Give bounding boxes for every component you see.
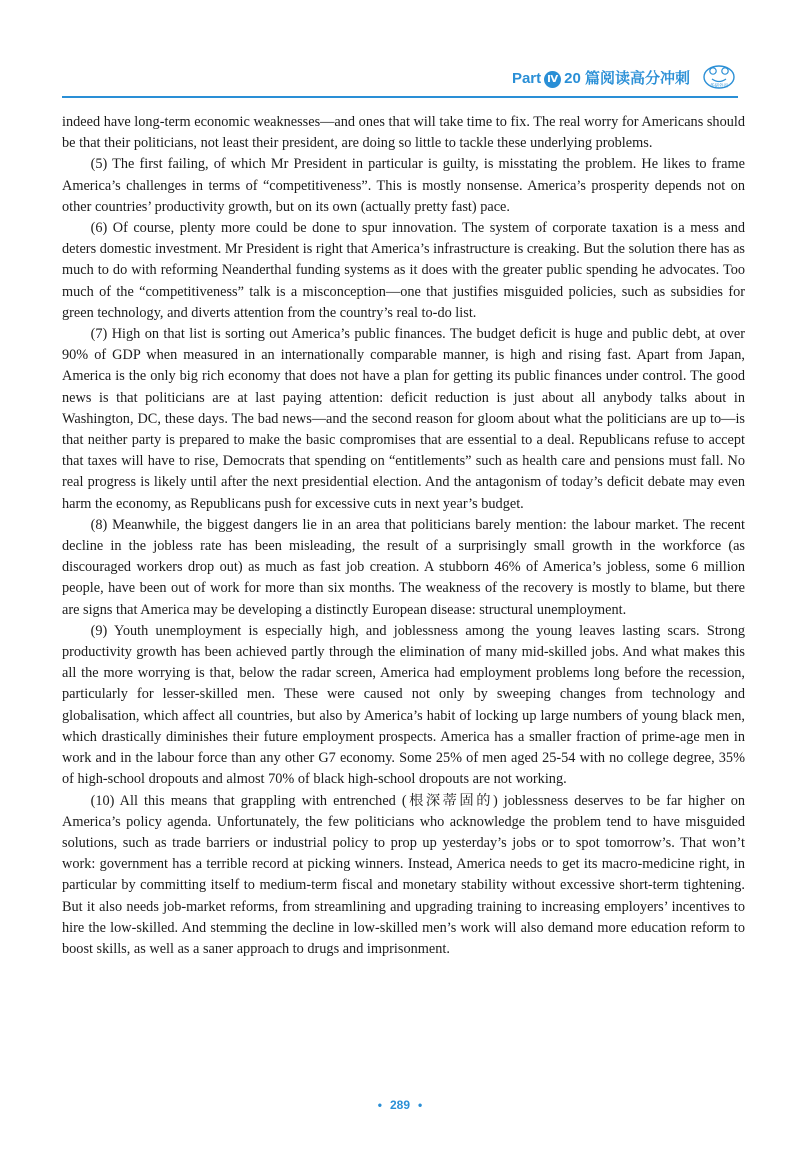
paragraph-6: (6) Of course, plenty more could be done to spur innovation. The system of corporate taxation is a mess and deters domestic investment. Mr President is right that America’s infrastructure is creaking. But the solution there has as much to do with reforming Neanderthal funding systems as it does with the greater public spending he advocates. Too much of the “competitiveness” talk is a misconception—one that justifies misguided policies, such as subsidies for green technology, and diverts attention from the country’s real to-do list. [62, 220, 745, 321]
page-number-value: 289 [389, 1098, 411, 1112]
part-numeral-badge: Ⅳ [544, 71, 561, 88]
paragraph-9: (9) Youth unemployment is especially high, and joblessness among the young leaves lasting scars. Strong productivity growth has been achieved partly through the elimination of many mid-skilled jobs. And what makes this all the more worrying is that, below the radar screen, America had employment problems long before the recession, particularly for lesser-skilled men. These were caused not only by sweeping changes from technology and globalisation, which affect all countries, but also by America’s habit of locking up large numbers of young black men, which drastically diminishes their future employment prospects. America has a smaller fraction of prime-age men in work and in the labour force than any other G7 economy. Some 25% of men aged 25-54 with no college degree, 35% of high-school dropouts and almost 70% of black high-school dropouts are not working. [62, 622, 745, 788]
paragraph-8: (8) Meanwhile, the biggest dangers lie in an area that politicians barely mention: the labour market. The recent decline in the jobless rate has been misleading, the result of a surprisingly small growth in the workforce (as discouraged workers drop out) as much as fast job creation. A stubborn 46% of America’s jobless, some 6 million people, have been out of work for more than six months. The weakness of the recovery is mostly to blame, but there are signs that America may be developing a distinctly European disease: structural unemployment. [62, 516, 745, 618]
article-body [62, 112, 745, 960]
paragraph-5: (5) The first failing, of which Mr President in particular is guilty, is misstating the problem. He likes to frame America’s challenges in terms of “competitiveness”. This is mostly nonsense. America’s prosperity depends not on other countries’ productivity growth, but on its own (actually pretty fast) pace. [62, 156, 745, 215]
paragraph-continuation: indeed have long-term economic weaknesses—and ones that will take time to fix. The real worry for Americans should be that their politicians, not least their president, are doing so little to tackle these underlying problems. [62, 114, 745, 152]
page-number-dot-right: • [418, 1098, 423, 1112]
paragraph-10: (10) All this means that grappling with entrenched (根深蒂固的) joblessness deserves to be far higher on America’s policy agenda. Unfortunately, the few politicians who acknowledge the problem tend to have misguided solutions, such as trade barriers or industrial policy to prop up yesterday’s jobs or to spot tomorrow’s. That won’t work: government has a terrible record at picking winners. Instead, America needs to get its macro-medicine right, in particular by committing itself to medium-term fiscal and monetary stability without excessive short-term tightening. But it also needs job-market reforms, from streamlining and upgrading training to increasing employers’ incentives to hire the low-skilled. And stemming the decline in low-skilled men’s work will also demand more education reform to boost skills, as well as a saner approach to drugs and imprisonment. [62, 792, 745, 957]
section-title [512, 67, 690, 88]
part-prefix: Part [511, 70, 542, 87]
logo-text: 华研外语 [710, 84, 728, 89]
page-number [0, 1098, 800, 1112]
publisher-logo-icon [702, 62, 736, 90]
page-number-dot-left: • [377, 1098, 382, 1112]
section-title-text: 20 篇阅读高分冲刺 [564, 70, 690, 87]
page-header [62, 60, 738, 98]
paragraph-7: (7) High on that list is sorting out America’s public finances. The budget deficit is huge and public debt, at over 90% of GDP when measured in an internationally comparable manner, is high and rising fast. Apart from Japan, America is the only big rich economy that does not have a plan for getting its public finances under control. The good news is that politicians are at last paying attention: deficit reduction is just about all anybody talks about in Washington, DC, these days. The bad news—and the second reason for gloom about what the politicians are up to—is that neither party is prepared to make the basic compromises that are essential to a deal. Republicans refuse to accept that taxes will have to rise, Democrats that spending on “entitlements” such as health care and pensions must fall. No real progress is likely until after the next presidential election. And the antagonism of today’s deficit debate may even harm the economy, as Republicans push for excessive cuts in next year’s budget. [62, 326, 745, 512]
